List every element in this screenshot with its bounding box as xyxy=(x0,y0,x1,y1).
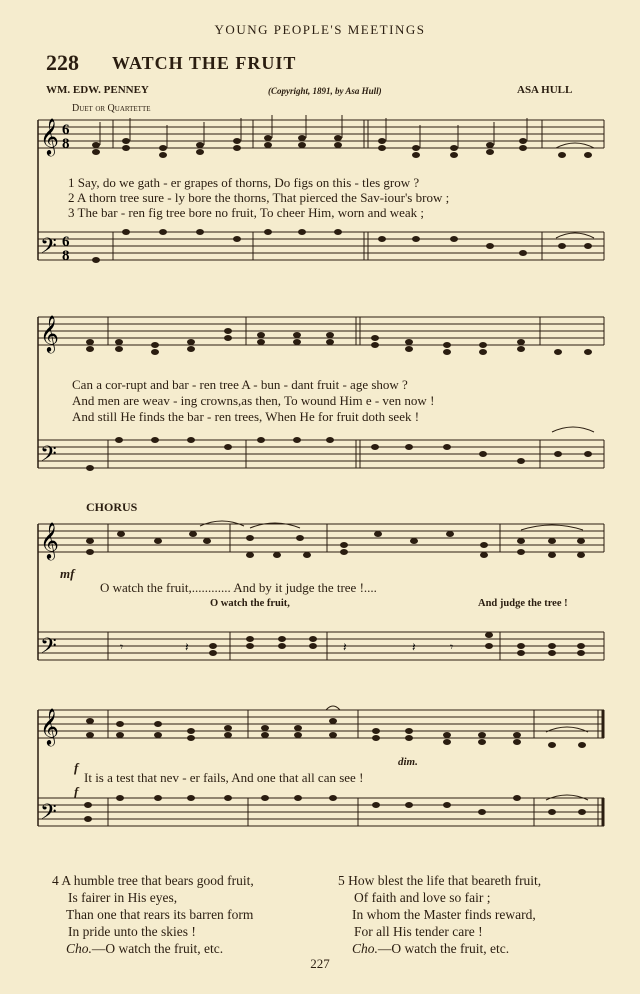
svg-text:𝄢: 𝄢 xyxy=(40,634,57,664)
svg-text:𝄽: 𝄽 xyxy=(185,640,189,654)
lyric-line-verse3 xyxy=(68,205,424,221)
verse-number: 5 xyxy=(338,873,345,888)
dynamic-mf: mf xyxy=(60,566,75,581)
svg-text:𝄢: 𝄢 xyxy=(40,800,57,830)
svg-text:𝄢: 𝄢 xyxy=(40,234,57,264)
verse-5 xyxy=(338,872,541,957)
svg-text:𝄾: 𝄾 xyxy=(120,640,124,654)
verse-line: In whom the Master finds reward, xyxy=(352,907,536,922)
verse-number: 2 xyxy=(68,190,75,205)
chorus-abbrev: Cho. xyxy=(352,941,378,956)
chorus-label: CHORUS xyxy=(86,500,138,514)
svg-text:6: 6 xyxy=(62,122,70,138)
copyright-notice: (Copyright, 1891, by Asa Hull) xyxy=(268,86,382,96)
svg-text:𝄞: 𝄞 xyxy=(40,117,59,155)
svg-text:𝄾: 𝄾 xyxy=(450,640,454,654)
music-system-3 xyxy=(0,510,640,680)
svg-text:𝄞: 𝄞 xyxy=(40,521,59,559)
svg-text:6: 6 xyxy=(62,234,70,250)
svg-text:𝄞: 𝄞 xyxy=(40,314,59,352)
music-system-1 xyxy=(0,110,640,280)
lyric-line-verse3: And still He finds the bar - ren trees, When He for fruit doth seek ! xyxy=(72,409,420,424)
lyric-line-verse2 xyxy=(68,190,449,206)
verse-line: Than one that rears its barren form xyxy=(66,907,254,922)
lyric-line-verse1: Can a cor-rupt and bar - ren tree A - bun - dant fruit - age show ? xyxy=(72,377,408,392)
verse-line: Of faith and love so fair ; xyxy=(354,890,491,905)
verse-line: In pride unto the skies ! xyxy=(68,924,196,939)
verse-4 xyxy=(52,872,254,957)
dynamic-forte-bass: f xyxy=(74,784,79,799)
hymn-number: 228 xyxy=(46,50,79,75)
verse-line: A humble tree that bears good fruit, xyxy=(61,873,254,888)
lyric-chorus-echo-2: And judge the tree ! xyxy=(478,598,568,609)
verse-number: 3 xyxy=(68,205,75,220)
dynamic-forte: f xyxy=(74,760,79,775)
chorus-ref: —O watch the fruit, etc. xyxy=(91,941,224,956)
hymn-title: WATCH THE FRUIT xyxy=(112,53,297,73)
composer: ASA HULL xyxy=(517,84,573,96)
verse-line: Is fairer in His eyes, xyxy=(68,890,178,905)
chorus-abbrev: Cho. xyxy=(66,941,92,956)
lyric-line-chorus-end: It is a test that nev - er fails, And one that all can see ! xyxy=(84,770,364,785)
svg-text:8: 8 xyxy=(62,248,70,264)
lyric-text: Say, do we gath - er grapes of thorns, Do figs on this - tles grow ? xyxy=(77,175,420,190)
lyric-text: A thorn tree sure - ly bore the thorns, That pierced the Sav-iour's brow ; xyxy=(77,190,450,205)
dynamic-diminuendo: dim. xyxy=(398,756,418,768)
verse-number: 4 xyxy=(52,873,59,888)
svg-text:𝄽: 𝄽 xyxy=(412,640,416,654)
svg-text:𝄞: 𝄞 xyxy=(40,707,59,745)
music-system-2 xyxy=(0,307,640,497)
verse-line: For all His tender care ! xyxy=(354,924,483,939)
page-header: YOUNG PEOPLE'S MEETINGS xyxy=(214,22,426,37)
chorus-ref: —O watch the fruit, etc. xyxy=(377,941,510,956)
svg-text:8: 8 xyxy=(62,136,70,152)
lyric-text: The bar - ren fig tree bore no fruit, To cheer Him, worn and weak ; xyxy=(77,205,424,220)
lyric-chorus-echo-1: O watch the fruit, xyxy=(210,598,290,609)
page-number: 227 xyxy=(310,956,330,971)
verse-number: 1 xyxy=(68,175,75,190)
lyricist: WM. EDW. PENNEY xyxy=(46,84,149,96)
lyric-line-verse1 xyxy=(68,175,419,191)
lyric-chorus-main: O watch the fruit,............ And by it judge the tree !.... xyxy=(100,580,377,595)
verse-line: How blest the life that beareth fruit, xyxy=(348,873,542,888)
music-system-4 xyxy=(0,700,640,850)
svg-text:𝄢: 𝄢 xyxy=(40,442,57,472)
lyric-line-verse2: And men are weav - ing crowns,as then, To wound Him e - ven now ! xyxy=(72,393,435,408)
svg-text:𝄽: 𝄽 xyxy=(343,640,347,654)
voicing-label: Duet or Quartette xyxy=(72,103,151,114)
